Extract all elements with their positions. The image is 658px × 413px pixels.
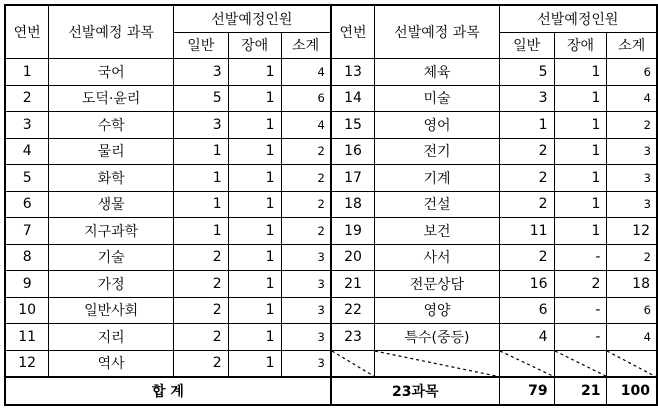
row-subtotal: 2 bbox=[281, 138, 331, 165]
row-subject: 생물 bbox=[49, 191, 174, 218]
header-subject-right: 선발예정 과목 bbox=[375, 5, 500, 59]
row-subject: 체육 bbox=[375, 59, 500, 86]
row-general: 2 bbox=[173, 350, 228, 377]
row-subtotal: 6 bbox=[607, 59, 657, 86]
row-general: 3 bbox=[499, 85, 554, 112]
header-group-left: 선발예정인원 bbox=[173, 5, 330, 32]
total-subjects: 23과목 bbox=[331, 377, 499, 405]
row-subject: 특수(중등) bbox=[375, 324, 500, 351]
empty-diagonal-cell bbox=[499, 350, 554, 377]
table-row bbox=[5, 350, 657, 377]
row-general: 5 bbox=[499, 59, 554, 86]
row-subject: 영양 bbox=[375, 297, 500, 324]
row-disabled: 1 bbox=[228, 324, 281, 351]
row-disabled: 1 bbox=[554, 112, 607, 139]
recruitment-table-container bbox=[4, 4, 658, 406]
row-disabled: 1 bbox=[554, 85, 607, 112]
empty-diagonal-cell bbox=[331, 350, 375, 377]
header-general-left: 일반 bbox=[173, 32, 228, 59]
table-row bbox=[5, 165, 657, 192]
row-no: 6 bbox=[5, 191, 49, 218]
row-disabled: 1 bbox=[228, 112, 281, 139]
row-general: 2 bbox=[499, 191, 554, 218]
row-no: 13 bbox=[331, 59, 375, 86]
row-no: 3 bbox=[5, 112, 49, 139]
total-row bbox=[5, 377, 657, 405]
row-subject: 미술 bbox=[375, 85, 500, 112]
row-no: 5 bbox=[5, 165, 49, 192]
header-row-1 bbox=[5, 5, 657, 32]
row-disabled: 1 bbox=[228, 191, 281, 218]
row-general: 5 bbox=[173, 85, 228, 112]
row-subtotal: 12 bbox=[607, 218, 657, 245]
recruitment-table bbox=[4, 4, 658, 406]
row-subject: 건설 bbox=[375, 191, 500, 218]
header-group-right: 선발예정인원 bbox=[499, 5, 657, 32]
header-disabled-right: 장애 bbox=[554, 32, 607, 59]
row-subject: 역사 bbox=[49, 350, 174, 377]
row-no: 18 bbox=[331, 191, 375, 218]
row-subtotal: 4 bbox=[607, 324, 657, 351]
row-subject: 영어 bbox=[375, 112, 500, 139]
row-no: 17 bbox=[331, 165, 375, 192]
row-subtotal: 2 bbox=[607, 244, 657, 271]
row-disabled: 1 bbox=[228, 244, 281, 271]
row-no: 8 bbox=[5, 244, 49, 271]
row-disabled: 1 bbox=[554, 218, 607, 245]
table-row bbox=[5, 271, 657, 298]
row-general: 2 bbox=[173, 324, 228, 351]
row-subtotal: 3 bbox=[281, 271, 331, 298]
header-no-left: 연번 bbox=[5, 5, 49, 59]
row-general: 3 bbox=[173, 112, 228, 139]
row-general: 1 bbox=[173, 191, 228, 218]
header-subtotal-left: 소계 bbox=[281, 32, 331, 59]
row-subtotal: 3 bbox=[607, 138, 657, 165]
row-subject: 도덕·윤리 bbox=[49, 85, 174, 112]
row-subject: 국어 bbox=[49, 59, 174, 86]
row-disabled: 1 bbox=[228, 350, 281, 377]
row-no: 19 bbox=[331, 218, 375, 245]
total-subtotal: 100 bbox=[607, 377, 657, 405]
row-subject: 전문상담 bbox=[375, 271, 500, 298]
row-subtotal: 3 bbox=[281, 324, 331, 351]
row-subtotal: 3 bbox=[281, 297, 331, 324]
row-general: 2 bbox=[499, 165, 554, 192]
row-subject: 지리 bbox=[49, 324, 174, 351]
row-disabled: 1 bbox=[554, 165, 607, 192]
row-subtotal: 4 bbox=[281, 112, 331, 139]
row-disabled: 1 bbox=[228, 218, 281, 245]
row-no: 2 bbox=[5, 85, 49, 112]
row-no: 4 bbox=[5, 138, 49, 165]
table-row bbox=[5, 85, 657, 112]
row-subject: 사서 bbox=[375, 244, 500, 271]
row-general: 3 bbox=[173, 59, 228, 86]
row-no: 11 bbox=[5, 324, 49, 351]
row-subject: 수학 bbox=[49, 112, 174, 139]
row-subject: 물리 bbox=[49, 138, 174, 165]
table-row bbox=[5, 297, 657, 324]
row-no: 1 bbox=[5, 59, 49, 86]
table-row bbox=[5, 59, 657, 86]
row-subtotal: 3 bbox=[281, 244, 331, 271]
row-subject: 지구과학 bbox=[49, 218, 174, 245]
row-no: 23 bbox=[331, 324, 375, 351]
row-no: 7 bbox=[5, 218, 49, 245]
row-disabled: 1 bbox=[554, 138, 607, 165]
row-general: 2 bbox=[173, 271, 228, 298]
header-subtotal-right: 소계 bbox=[607, 32, 657, 59]
table-row bbox=[5, 244, 657, 271]
row-no: 12 bbox=[5, 350, 49, 377]
row-no: 14 bbox=[331, 85, 375, 112]
table-row bbox=[5, 218, 657, 245]
row-disabled: 1 bbox=[228, 59, 281, 86]
row-disabled: 1 bbox=[554, 59, 607, 86]
row-subtotal: 3 bbox=[281, 350, 331, 377]
row-general: 6 bbox=[499, 297, 554, 324]
row-subtotal: 3 bbox=[607, 191, 657, 218]
row-general: 1 bbox=[173, 138, 228, 165]
table-row bbox=[5, 191, 657, 218]
row-subtotal: 2 bbox=[281, 218, 331, 245]
row-subtotal: 3 bbox=[607, 165, 657, 192]
row-no: 16 bbox=[331, 138, 375, 165]
row-subtotal: 6 bbox=[281, 85, 331, 112]
row-subject: 보건 bbox=[375, 218, 500, 245]
empty-diagonal-cell bbox=[554, 350, 607, 377]
row-general: 1 bbox=[173, 218, 228, 245]
row-subtotal: 4 bbox=[281, 59, 331, 86]
row-subtotal: 2 bbox=[607, 112, 657, 139]
table-row bbox=[5, 112, 657, 139]
row-general: 1 bbox=[173, 165, 228, 192]
row-disabled: 1 bbox=[228, 271, 281, 298]
table-row bbox=[5, 138, 657, 165]
row-disabled: 2 bbox=[554, 271, 607, 298]
row-disabled: 1 bbox=[228, 138, 281, 165]
row-disabled: 1 bbox=[554, 191, 607, 218]
row-subject: 가정 bbox=[49, 271, 174, 298]
row-general: 4 bbox=[499, 324, 554, 351]
row-disabled: 1 bbox=[228, 165, 281, 192]
row-no: 15 bbox=[331, 112, 375, 139]
row-general: 2 bbox=[173, 244, 228, 271]
row-no: 22 bbox=[331, 297, 375, 324]
row-subtotal: 2 bbox=[281, 191, 331, 218]
row-disabled: - bbox=[554, 244, 607, 271]
row-subject: 기술 bbox=[49, 244, 174, 271]
row-subtotal: 2 bbox=[281, 165, 331, 192]
header-general-right: 일반 bbox=[499, 32, 554, 59]
row-subtotal: 18 bbox=[607, 271, 657, 298]
row-no: 21 bbox=[331, 271, 375, 298]
row-disabled: - bbox=[554, 324, 607, 351]
row-subtotal: 4 bbox=[607, 85, 657, 112]
total-disabled: 21 bbox=[554, 377, 607, 405]
row-subject: 일반사회 bbox=[49, 297, 174, 324]
row-general: 1 bbox=[499, 112, 554, 139]
row-disabled: 1 bbox=[228, 85, 281, 112]
row-subtotal: 6 bbox=[607, 297, 657, 324]
table-row bbox=[5, 324, 657, 351]
row-disabled: 1 bbox=[228, 297, 281, 324]
row-general: 2 bbox=[499, 244, 554, 271]
row-general: 11 bbox=[499, 218, 554, 245]
empty-diagonal-cell bbox=[375, 350, 500, 377]
header-no-right: 연번 bbox=[331, 5, 375, 59]
row-subject: 기계 bbox=[375, 165, 500, 192]
row-no: 10 bbox=[5, 297, 49, 324]
total-general: 79 bbox=[499, 377, 554, 405]
row-no: 20 bbox=[331, 244, 375, 271]
row-no: 9 bbox=[5, 271, 49, 298]
row-disabled: - bbox=[554, 297, 607, 324]
total-label: 합 계 bbox=[5, 377, 331, 405]
header-disabled-left: 장애 bbox=[228, 32, 281, 59]
table-body bbox=[5, 59, 657, 378]
row-subject: 화학 bbox=[49, 165, 174, 192]
row-general: 16 bbox=[499, 271, 554, 298]
row-general: 2 bbox=[499, 138, 554, 165]
empty-diagonal-cell bbox=[607, 350, 657, 377]
header-subject-left: 선발예정 과목 bbox=[49, 5, 174, 59]
row-general: 2 bbox=[173, 297, 228, 324]
row-subject: 전기 bbox=[375, 138, 500, 165]
